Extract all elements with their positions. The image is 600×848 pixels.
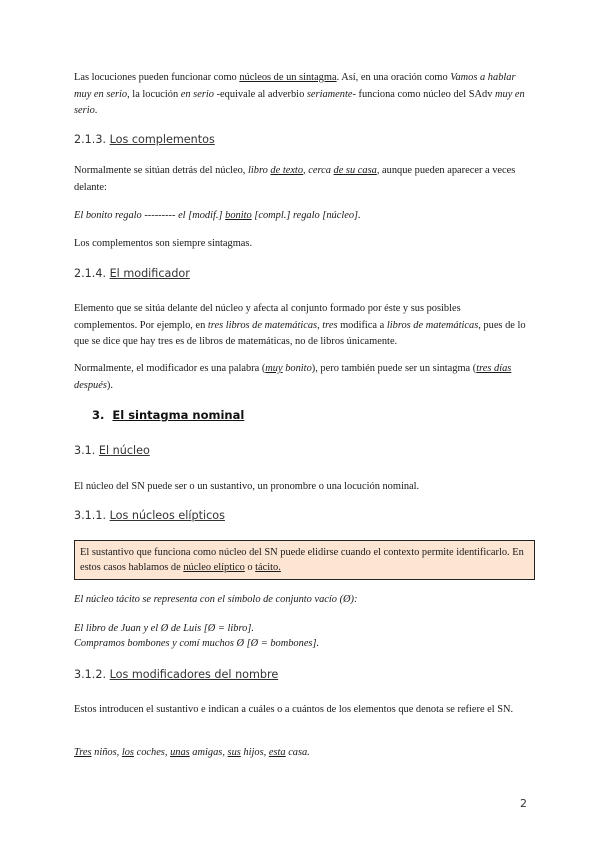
heading-2-1-3: 2.1.3. Los complementos (74, 133, 215, 146)
heading-3-1-1: 3.1.1. Los núcleos elípticos (74, 509, 225, 522)
highlight-box-nucleo-eliptico: El sustantivo que funciona como núcleo del SN puede elidirse cuando el contexto permite identificarlo. En estos casos hablamos de núcleo elíptico o tácito. (74, 540, 535, 580)
paragraph-locuciones: Las locuciones pueden funcionar como núcleos de un sintagma. Así, en una oración como Vamos a hablar muy en serio, la locución en serio -equivale al adverbio seriamente- funciona como núcleo del SAdv muy en serio. (74, 72, 525, 116)
heading-2-1-4: 2.1.4. El modificador (74, 267, 190, 280)
heading-3-1: 3.1. El núcleo (74, 444, 150, 457)
page-number: 2 (520, 797, 527, 810)
paragraph-modificador-def: Elemento que se sitúa delante del núcleo y afecta al conjunto formado por éste y sus posibles complementos. Por ejemplo, en tres libros de matemáticas, tres modifica a libros de matemáticas, pues de lo que se dice que hay tres es de libros de matemáticas, no de libros únicamente. (74, 303, 526, 347)
example-elipsis-1: El libro de Juan y el Ø de Luis [Ø = libro]. (74, 623, 254, 634)
example-determinantes: Tres niños, los coches, unas amigas, sus hijos, esta casa. (74, 747, 310, 758)
example-bonito-regalo: El bonito regalo --------- el [modif.] bonito [compl.] regalo [núcleo]. (74, 210, 361, 221)
paragraph-nucleo-tacito: El núcleo tácito se representa con el símbolo de conjunto vacío (Ø): (74, 594, 358, 605)
paragraph-complementos: Normalmente se sitúan detrás del núcleo, libro de texto, cerca de su casa, aunque pueden aparecer a veces delante: (74, 165, 516, 193)
heading-3-1-2: 3.1.2. Los modificadores del nombre (74, 668, 279, 681)
link-nucleos-sintagma[interactable]: núcleos de un sintagma (239, 72, 337, 83)
paragraph-complementos-sintagmas: Los complementos son siempre sintagmas. (74, 238, 253, 249)
heading-3-sintagma-nominal: 3. El sintagma nominal (92, 408, 245, 422)
paragraph-modificador-palabra: Normalmente, el modificador es una palabra (muy bonito), pero también puede ser un sintagma (tres días después). (74, 363, 512, 391)
paragraph-nucleo-sn: El núcleo del SN puede ser o un sustantivo, un pronombre o una locución nominal. (74, 481, 420, 492)
paragraph-modificadores-nombre: Estos introducen el sustantivo e indican a cuáles o a cuántos de los elementos que denota se refiere el SN. (74, 704, 514, 715)
example-elipsis-2: Compramos bombones y comí muchos Ø [Ø = bombones]. (74, 638, 320, 649)
